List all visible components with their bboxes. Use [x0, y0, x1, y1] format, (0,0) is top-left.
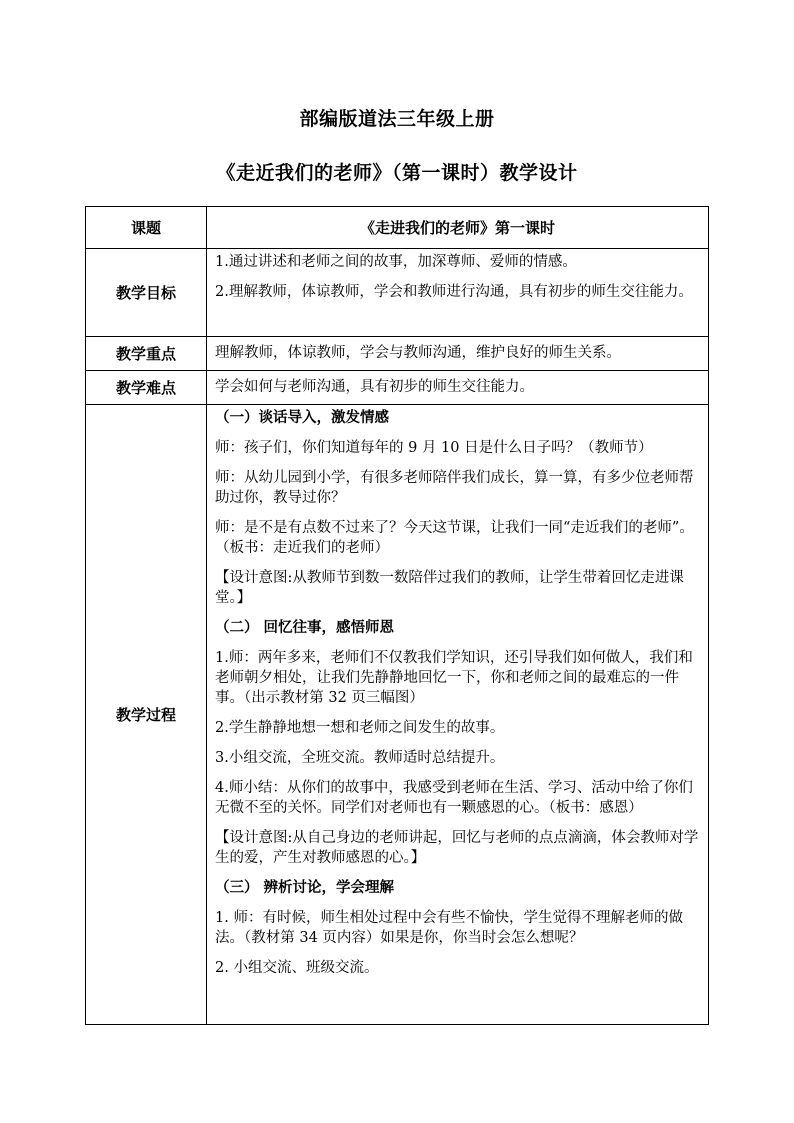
value-process: [207, 405, 709, 1025]
section-heading: （三） 辨析讨论，学会理解: [215, 879, 395, 896]
paragraph: 1. 师：有时候，师生相处过程中会有些不愉快，学生觉得不理解老师的做法。（教材第 34 页内容）如果是你，你当时会怎么想呢？: [215, 910, 683, 946]
paragraph: 4.师小结：从你们的故事中，我感受到老师在生活、学习、活动中给了你们无微不至的关怀。同学们对老师也有一颗感恩的心。（板书：感恩）: [215, 780, 693, 816]
goal-item: 1.通过讲述和老师之间的故事，加深尊师、爱师的情感。: [215, 254, 577, 270]
lesson-plan-table: [85, 206, 709, 1025]
label-key-point: 教学重点: [86, 337, 207, 371]
paragraph: 3.小组交流，全班交流。教师适时总结提升。: [215, 750, 505, 766]
paragraph: 2.学生静静地想一想和老师之间发生的故事。: [215, 720, 505, 736]
design-intent: 【设计意图:从教师节到数一数陪伴过我们的教师，让学生带着回忆走进课堂。】: [215, 570, 684, 606]
section-heading: （二） 回忆往事，感悟师恩: [215, 619, 395, 636]
table-row-topic: [86, 207, 709, 249]
value-difficulty: [207, 371, 709, 405]
paragraph: 2. 小组交流、班级交流。: [215, 960, 379, 976]
table-row-key-point: [86, 337, 709, 371]
design-intent: 【设计意图:从自己身边的老师讲起，回忆与老师的点点滴滴，体会教师对学生的爱，产生对教师感恩的心。】: [215, 830, 699, 866]
section-heading: （一）谈话导入，激发情感: [215, 409, 389, 426]
document-subtitle: 《走近我们的老师》（第一课时）教学设计: [216, 162, 578, 184]
goal-item: 2.理解教师，体谅教师，学会和教师进行沟通，具有初步的师生交往能力。: [215, 284, 693, 300]
value-goals: [207, 249, 709, 337]
value-key-point: [207, 337, 709, 371]
paragraph: 师：孩子们，你们知道每年的 9 月 10 日是什么日子吗？（教师节）: [215, 440, 653, 456]
document-title: 部编版道法三年级上册: [299, 108, 495, 130]
label-process: 教学过程: [86, 405, 207, 1025]
label-topic: 课题: [86, 207, 207, 249]
label-goals: 教学目标: [86, 249, 207, 337]
paragraph: 师：从幼儿园到小学，有很多老师陪伴我们成长，算一算，有多少位老师帮助过你，教导过你？: [215, 470, 694, 506]
key-point-text: 理解教师，体谅教师，学会与教师沟通，维护良好的师生关系。: [215, 345, 621, 361]
paragraph: 1.师：两年多来，老师们不仅教我们学知识，还引导我们如何做人，我们和老师朝夕相处，让我们先静静地回忆一下，你和老师之间的最难忘的一件事。（出示教材第 32 页三幅图）: [215, 650, 693, 706]
difficulty-text: 学会如何与老师沟通，具有初步的师生交往能力。: [215, 379, 534, 395]
table-row-goals: [86, 249, 709, 337]
table-row-process: [86, 405, 709, 1025]
table-row-difficulty: [86, 371, 709, 405]
label-difficulty: 教学难点: [86, 371, 207, 405]
paragraph: 师：是不是有点数不过来了？今天这节课，让我们一同“走近我们的老师”。（板书：走近我们的老师）: [215, 520, 694, 556]
value-topic: 《走进我们的老师》第一课时: [207, 207, 709, 249]
